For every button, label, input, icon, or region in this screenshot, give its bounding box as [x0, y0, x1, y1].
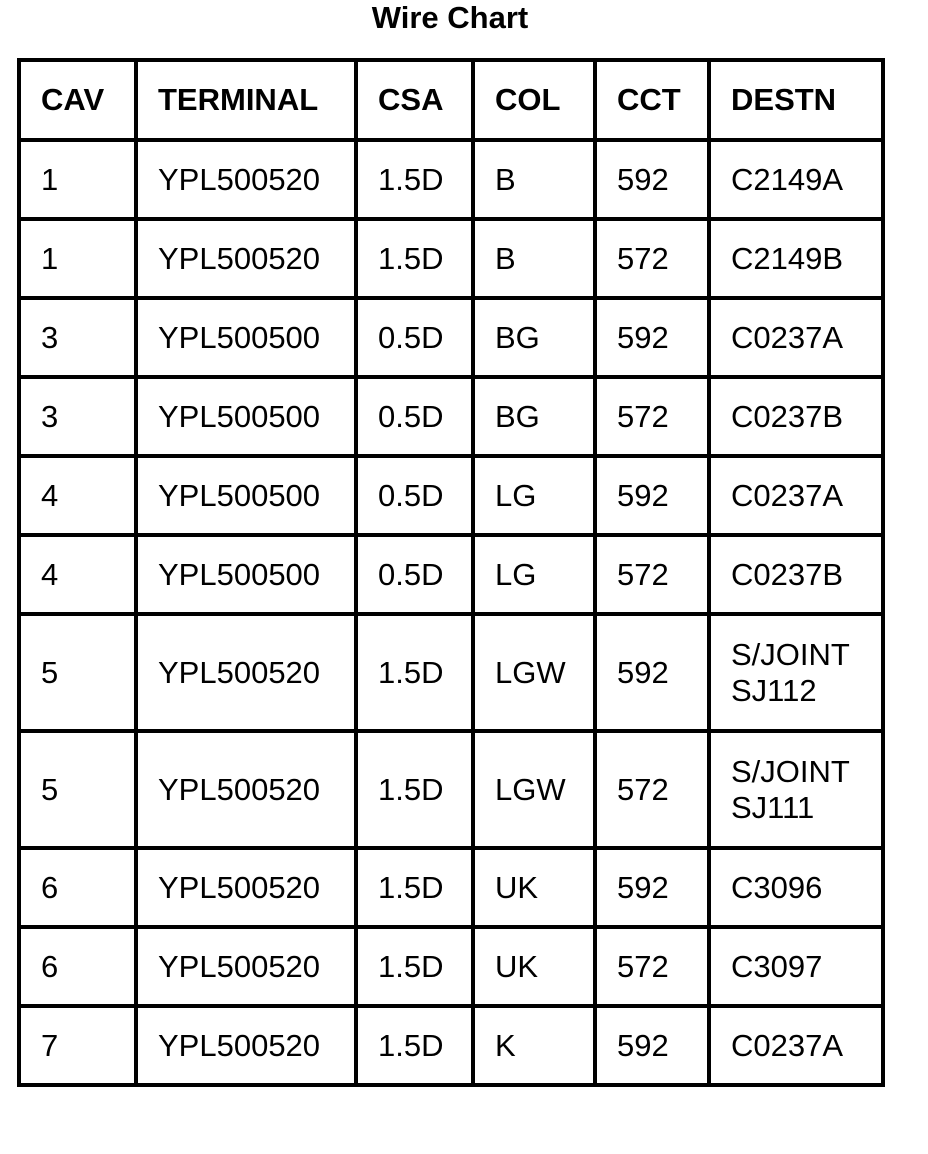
cell-csa: 0.5D [356, 377, 473, 456]
cell-col: UK [473, 927, 595, 1006]
destn-line: C2149B [731, 240, 844, 276]
cell-destn [709, 140, 883, 219]
cell-terminal: YPL500520 [136, 1006, 356, 1085]
cell-destn [709, 535, 883, 614]
table-row [19, 535, 883, 614]
destn-line: SJ111 [731, 789, 815, 825]
destn-line: S/JOINT [731, 753, 850, 789]
cell-cct: 592 [595, 848, 709, 927]
cell-cct: 592 [595, 456, 709, 535]
cell-cav: 6 [19, 848, 136, 927]
page-title: Wire Chart [371, 0, 529, 35]
cell-col: BG [473, 298, 595, 377]
cell-terminal: YPL500500 [136, 456, 356, 535]
cell-csa: 1.5D [356, 848, 473, 927]
cell-destn [709, 1006, 883, 1085]
cell-cav: 5 [19, 731, 136, 848]
cell-cct: 592 [595, 298, 709, 377]
cell-csa: 1.5D [356, 731, 473, 848]
wire-chart-table [17, 58, 885, 1087]
cell-col: UK [473, 848, 595, 927]
column-header-cct: CCT [595, 60, 709, 140]
destn-line: C2149A [731, 161, 844, 197]
cell-terminal: YPL500500 [136, 535, 356, 614]
column-header-terminal: TERMINAL [136, 60, 356, 140]
column-header-cav: CAV [19, 60, 136, 140]
column-header-col: COL [473, 60, 595, 140]
cell-col: BG [473, 377, 595, 456]
cell-destn [709, 848, 883, 927]
cell-csa: 0.5D [356, 456, 473, 535]
cell-cav: 1 [19, 219, 136, 298]
cell-cct: 572 [595, 377, 709, 456]
cell-terminal: YPL500520 [136, 848, 356, 927]
table-row [19, 731, 883, 848]
table-row [19, 456, 883, 535]
destn-line: C0237B [731, 398, 844, 434]
cell-cav: 4 [19, 535, 136, 614]
cell-csa: 1.5D [356, 614, 473, 731]
destn-line: C0237B [731, 556, 844, 592]
cell-destn [709, 614, 883, 731]
cell-cct: 592 [595, 140, 709, 219]
cell-cav: 4 [19, 456, 136, 535]
destn-line: C0237A [731, 1027, 844, 1063]
cell-csa: 1.5D [356, 1006, 473, 1085]
cell-cav: 3 [19, 377, 136, 456]
cell-col: LG [473, 535, 595, 614]
table-body [19, 140, 883, 1085]
destn-line: SJ112 [731, 672, 817, 708]
table-row [19, 614, 883, 731]
cell-destn [709, 219, 883, 298]
cell-terminal: YPL500520 [136, 140, 356, 219]
cell-col: B [473, 219, 595, 298]
cell-csa: 1.5D [356, 140, 473, 219]
cell-terminal: YPL500500 [136, 298, 356, 377]
cell-cct: 572 [595, 219, 709, 298]
cell-csa: 0.5D [356, 298, 473, 377]
cell-cav: 6 [19, 927, 136, 1006]
table-row [19, 377, 883, 456]
cell-col: LG [473, 456, 595, 535]
cell-cav: 1 [19, 140, 136, 219]
column-header-destn: DESTN [709, 60, 883, 140]
cell-destn [709, 456, 883, 535]
cell-cav: 3 [19, 298, 136, 377]
table-row [19, 140, 883, 219]
cell-csa: 0.5D [356, 535, 473, 614]
cell-csa: 1.5D [356, 927, 473, 1006]
cell-col: LGW [473, 731, 595, 848]
destn-line: C0237A [731, 319, 844, 355]
cell-cct: 572 [595, 731, 709, 848]
column-header-csa: CSA [356, 60, 473, 140]
cell-terminal: YPL500520 [136, 219, 356, 298]
table-row [19, 927, 883, 1006]
table-row [19, 298, 883, 377]
cell-cav: 5 [19, 614, 136, 731]
destn-line: C3096 [731, 869, 823, 905]
cell-terminal: YPL500500 [136, 377, 356, 456]
cell-col: B [473, 140, 595, 219]
table-row [19, 219, 883, 298]
cell-destn [709, 298, 883, 377]
cell-terminal: YPL500520 [136, 731, 356, 848]
destn-line: C3097 [731, 948, 823, 984]
cell-cct: 572 [595, 535, 709, 614]
cell-cav: 7 [19, 1006, 136, 1085]
destn-line: S/JOINT [731, 636, 850, 672]
table-row [19, 1006, 883, 1085]
destn-line: C0237A [731, 477, 844, 513]
cell-cct: 592 [595, 1006, 709, 1085]
cell-terminal: YPL500520 [136, 614, 356, 731]
table-row [19, 848, 883, 927]
cell-csa: 1.5D [356, 219, 473, 298]
cell-col: K [473, 1006, 595, 1085]
cell-cct: 592 [595, 614, 709, 731]
cell-destn [709, 731, 883, 848]
cell-col: LGW [473, 614, 595, 731]
cell-destn [709, 377, 883, 456]
cell-destn [709, 927, 883, 1006]
cell-terminal: YPL500520 [136, 927, 356, 1006]
table-header-row [19, 60, 883, 140]
cell-cct: 572 [595, 927, 709, 1006]
